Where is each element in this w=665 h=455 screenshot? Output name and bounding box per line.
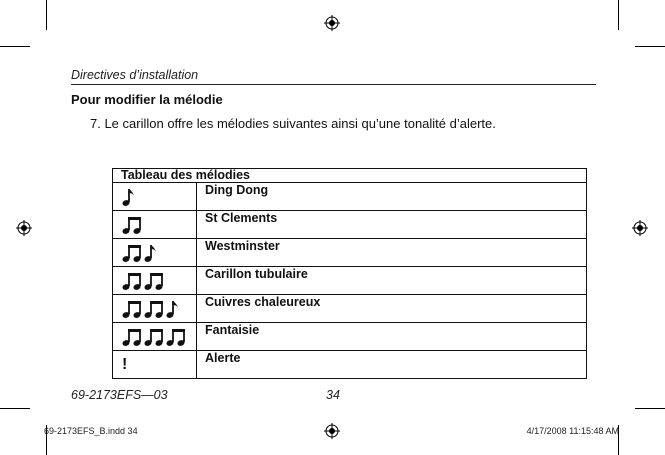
table-row (113, 239, 587, 267)
crop-mark-bottom-left-horizontal (0, 408, 30, 409)
melody-icon-cell (113, 267, 197, 295)
melody-name: Cuivres chaleureux (197, 295, 587, 323)
crop-mark-top-left-vertical (46, 0, 47, 30)
crop-mark-top-right-vertical (618, 0, 619, 30)
registration-mark-left-icon (16, 220, 32, 236)
melody-name: Carillon tubulaire (197, 267, 587, 295)
header-rule (71, 84, 596, 85)
melody-name: Westminster (197, 239, 587, 267)
five-notes-icon (121, 299, 196, 319)
three-notes-icon (121, 243, 196, 263)
melody-icon-cell (113, 211, 197, 239)
table-row (113, 295, 587, 323)
table-header-row (113, 169, 587, 183)
table-row (113, 183, 587, 211)
section-title: Pour modifier la mélodie (71, 92, 223, 107)
melody-icon-cell (113, 239, 197, 267)
melody-table (112, 168, 587, 379)
registration-mark-bottom-icon (324, 423, 340, 439)
melody-icon-cell (113, 351, 197, 379)
six-notes-icon (121, 327, 196, 347)
slug-timestamp: 4/17/2008 11:15:48 AM (526, 426, 619, 436)
single-eighth-note-icon (121, 187, 196, 207)
running-header: Directives d’installation (71, 68, 199, 82)
slug-file-info: 69-2173EFS_B.indd 34 (44, 426, 138, 436)
footer-page-number: 34 (326, 388, 340, 402)
crop-mark-top-left-horizontal (0, 46, 30, 47)
melody-name: Fantaisie (197, 323, 587, 351)
crop-mark-bottom-right-horizontal (635, 408, 665, 409)
exclamation-icon: ! (122, 355, 128, 373)
footer-document-number: 69-2173EFS—03 (71, 388, 168, 402)
melody-icon-cell (113, 323, 197, 351)
melody-name: Alerte (197, 351, 587, 379)
four-notes-icon (121, 271, 196, 291)
melody-icon-cell (113, 295, 197, 323)
table-row (113, 267, 587, 295)
table-row (113, 211, 587, 239)
melody-name: Ding Dong (197, 183, 587, 211)
beamed-two-notes-icon (121, 215, 196, 235)
table-row (113, 323, 587, 351)
melody-icon-cell (113, 183, 197, 211)
registration-mark-right-icon (632, 220, 648, 236)
crop-mark-top-right-horizontal (635, 46, 665, 47)
step-instruction: 7. Le carillon offre les mélodies suivantes ainsi qu’une tonalité d’alerte. (90, 116, 496, 131)
table-title: Tableau des mélodies (113, 169, 587, 183)
registration-mark-top-icon (324, 15, 340, 31)
table-row (113, 351, 587, 379)
melody-name: St Clements (197, 211, 587, 239)
